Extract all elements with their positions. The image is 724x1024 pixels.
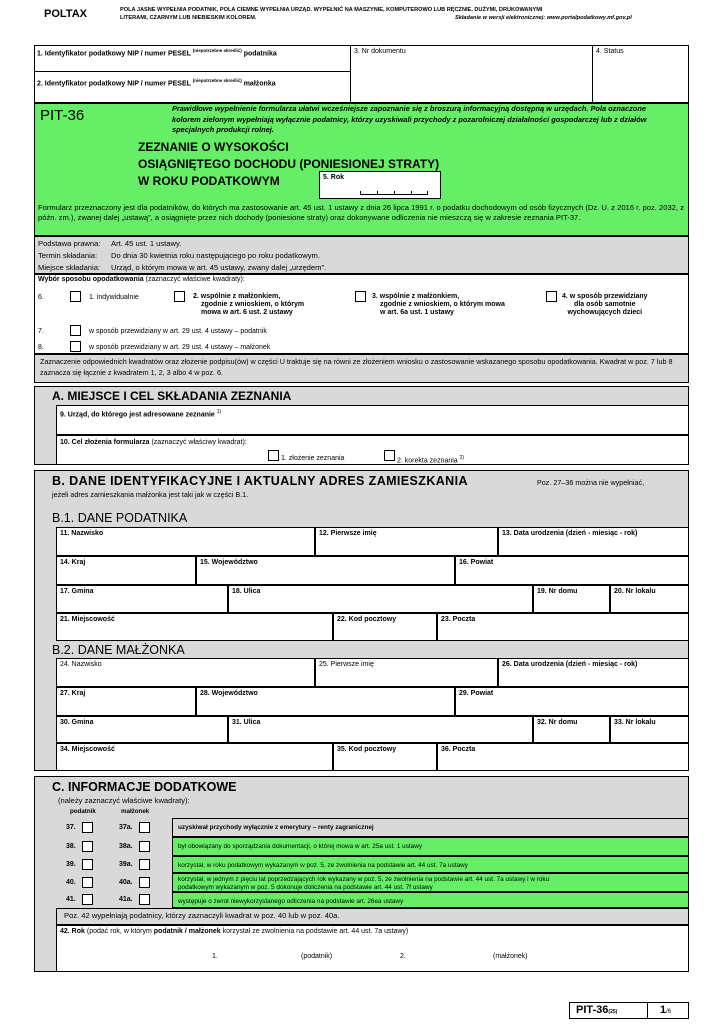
filing-correction-label: 2. korekta zeznania: [397, 457, 458, 465]
col-spouse: małżonek: [121, 808, 150, 815]
footer-form: PIT-36(25): [576, 1004, 618, 1016]
info-row-text: [172, 873, 689, 892]
status-label: 4. Status: [596, 48, 624, 55]
poltax-logo: POLTAX: [44, 8, 87, 20]
deadline-label: Termin składania:: [38, 251, 98, 260]
year-exemption-2-label: (małżonek): [493, 953, 528, 960]
section-b-note: Poz. 27–36 można nie wypełniać,: [537, 478, 645, 487]
taxpayer-id-field[interactable]: [34, 45, 351, 72]
form-title-3: W ROKU PODATKOWYM: [138, 174, 280, 188]
b1-title: B.1. DANE PODATNIKA: [52, 511, 188, 525]
header-instruction-2: LITERAMI, CZARNYM LUB NIEBIESKIM KOLOREM.: [120, 15, 257, 21]
taxation-opt2-label: 2. wspólnie z małżonkiem, zgodnie z wnioskiem, o którym mowa w art. 6 ust. 2 ustawy: [193, 293, 305, 316]
info-row: [56, 873, 689, 892]
taxpayer-item-number: 39.: [66, 860, 76, 868]
spouse-postal-code-field[interactable]: 35. Kod pocztowy: [333, 743, 437, 771]
taxpayer-checkbox[interactable]: [82, 822, 93, 833]
spouse-first-name-field[interactable]: 25. Pierwsze imię: [315, 658, 498, 687]
document-number-field: [350, 45, 593, 103]
section-c-title: C. INFORMACJE DODATKOWE: [52, 780, 237, 794]
spouse-checkbox[interactable]: [139, 841, 150, 852]
info-row-text: [172, 837, 689, 856]
footer-divider: [647, 1002, 648, 1019]
filing-purpose-note: (zaznaczyć właściwy kwadrat):: [151, 439, 247, 446]
spouse-id-sup: (niepotrzebne skreślić): [192, 78, 242, 83]
taxation-p7-checkbox[interactable]: [70, 325, 81, 336]
col-taxpayer: podatnik: [70, 808, 96, 815]
year-exemption-label: 42. Rok (podać rok, w którym podatnik / małżonek korzystał ze zwolnienia na podstawie art. 44 ust. 7a ustawy): [60, 928, 409, 935]
taxpayer-item-number: 37.: [66, 823, 76, 831]
form-title-1: ZEZNANIE O WYSOKOŚCI: [138, 140, 289, 154]
document-number-label: 3. Nr dokumentu: [354, 48, 406, 55]
taxation-opt2-checkbox[interactable]: [174, 291, 185, 302]
taxation-p8-label: w sposób przewidziany w art. 29 ust. 4 ustawy – małżonek: [89, 344, 271, 351]
spouse-id-suffix: małżonka: [243, 80, 276, 88]
country-field[interactable]: 14. Kraj: [56, 556, 196, 585]
filing-correction-sup: 2): [459, 455, 465, 461]
spouse-post-office-field[interactable]: 36. Poczta: [437, 743, 689, 771]
spouse-city-field[interactable]: 34. Miejscowość: [56, 743, 333, 771]
taxation-p6: 6.: [38, 294, 44, 301]
taxation-heading: Wybór sposobu opodatkowania (zaznaczyć właściwe kwadraty):: [38, 276, 245, 283]
taxpayer-checkbox[interactable]: [82, 894, 93, 905]
taxation-p8: 8.: [38, 344, 44, 351]
taxation-opt3-label: 3. wspólnie z małżonkiem, zgodnie z wnioskiem, o którym mowa w art. 6a ust. 1 ustawy: [372, 293, 505, 316]
info-row: [56, 892, 689, 908]
tax-office-field[interactable]: [56, 405, 689, 435]
deadline-value: Do dnia 30 kwietnia roku następującego po roku podatkowym.: [111, 251, 320, 260]
info-row: [56, 856, 689, 873]
year-exemption-1-label: (podatnik): [301, 953, 333, 960]
spouse-item-number: 41a.: [119, 896, 133, 903]
spouse-surname-field[interactable]: 24. Nazwisko: [56, 658, 315, 687]
city-field[interactable]: 21. Miejscowość: [56, 613, 333, 641]
taxpayer-id-sup: (niepotrzebne skreślić): [192, 48, 242, 53]
first-name-field[interactable]: 12. Pierwsze imię: [315, 527, 498, 556]
house-number-field[interactable]: 19. Nr domu: [533, 585, 610, 613]
place-label: Miejsce składania:: [38, 263, 101, 272]
tax-office-sup: 1): [216, 409, 222, 415]
filing-purpose-field: [56, 435, 689, 465]
p42-note: Poz. 42 wypełniają podatnicy, którzy zaznaczyli kwadrat w poz. 40 lub w poz. 40a.: [64, 911, 340, 920]
year-exemption-2: 2.: [400, 953, 406, 960]
birth-date-field[interactable]: 13. Data urodzenia (dzień - miesiąc - rok): [498, 527, 689, 556]
taxation-opt4-label: 4. w sposób przewidziany dla osób samotnie wychowujących dzieci: [562, 293, 648, 316]
county-field[interactable]: 16. Powiat: [455, 556, 689, 585]
info-row-text-line1: korzystał, w roku podatkowym wykazanym w poz. 5, ze zwolnienia na podstawie art. 44 ust. 7a ustawy: [178, 862, 468, 869]
taxation-opt4-checkbox[interactable]: [546, 291, 557, 302]
post-office-field[interactable]: 23. Poczta: [437, 613, 689, 641]
info-row-text-line1: korzystał, w jednym z pięciu lat poprzedzających rok wykazany w poz. 5, ze zwolnienia na podstawie art. 44 ust. 7a ustawy i w roku: [178, 876, 550, 883]
spouse-commune-field[interactable]: 30. Gmina: [56, 716, 228, 743]
spouse-item-number: 38a.: [119, 842, 133, 850]
taxpayer-checkbox[interactable]: [82, 859, 93, 870]
info-row: [56, 818, 689, 837]
voivodeship-field[interactable]: 15. Województwo: [196, 556, 455, 585]
year-exemption-field[interactable]: [56, 925, 689, 972]
taxpayer-item-number: 38.: [66, 842, 76, 850]
taxpayer-id-suffix: podatnika: [243, 50, 277, 58]
spouse-apartment-number-field[interactable]: 33. Nr lokalu: [610, 716, 689, 743]
spouse-checkbox[interactable]: [139, 877, 150, 888]
taxpayer-item-number: 40.: [66, 878, 76, 886]
form-note: Prawidłowe wypełnienie formularza ułatwi wcześniejsze zapoznanie się z broszurą informacyjną dostępną w urzędach. Pola oznaczone kolorem zielonym wypełniają wyłącznie podatnicy, którzy uzyskiwali przychody z pozarolniczej działalności gospodarczej lub z działów specjalnych produkcji rolnej.: [172, 104, 647, 134]
taxation-p7: 7.: [38, 328, 44, 335]
spouse-house-number-field[interactable]: 32. Nr domu: [533, 716, 610, 743]
taxation-opt1-label: 1. indywidualnie: [89, 294, 139, 301]
spouse-birth-date-field[interactable]: 26. Data urodzenia (dzień - miesiąc - rok): [498, 658, 689, 687]
info-row-text-line1: uzyskiwał przychody wyłącznie z emerytury – renty zagranicznej: [178, 824, 374, 831]
b2-title: B.2. DANE MAŁŻONKA: [52, 643, 185, 657]
filing-purpose-label: 10. Cel złożenia formularza: [60, 439, 150, 446]
section-b-title: B. DANE IDENTYFIKACYJNE I AKTUALNY ADRES ZAMIESZKANIA: [52, 474, 468, 488]
header-website: Składanie w wersji elektronicznej: www.portalpodatkowy.mf.gov.pl: [455, 15, 632, 21]
apartment-number-field[interactable]: 20. Nr lokalu: [610, 585, 689, 613]
taxpayer-id-label: 1. Identyfikator podatkowy NIP / numer PESEL: [37, 50, 191, 58]
filing-submission-checkbox[interactable]: [268, 450, 279, 461]
commune-field[interactable]: 17. Gmina: [56, 585, 228, 613]
taxation-opt1-checkbox[interactable]: [70, 291, 81, 302]
section-c-subtitle: (należy zaznaczyć właściwe kwadraty):: [58, 796, 190, 805]
info-row: [56, 837, 689, 856]
spouse-checkbox[interactable]: [139, 894, 150, 905]
tax-office-label: 9. Urząd, do którego jest adresowane zeznanie: [60, 411, 215, 419]
spouse-checkbox[interactable]: [139, 859, 150, 870]
street-field[interactable]: 18. Ulica: [228, 585, 533, 613]
filing-submission-label: 1. złożenie zeznania: [281, 455, 345, 462]
header-instruction-1: POLA JASNE WYPEŁNIA PODATNIK, POLA CIEMNE WYPEŁNIA URZĄD. WYPEŁNIĆ NA MASZYNIE, KOMPUTEROWO LUB RĘCZNIE, DUŻYMI, DRUKOWANYMI: [120, 7, 543, 13]
taxation-p8-checkbox[interactable]: [70, 341, 81, 352]
info-row-text: [172, 818, 689, 837]
spouse-country-field[interactable]: 27. Kraj: [56, 687, 196, 716]
legal-basis-value: Art. 45 ust. 1 ustawy.: [111, 239, 182, 248]
spouse-item-number: 37a.: [119, 823, 133, 831]
legal-basis-label: Podstawa prawna:: [38, 239, 101, 248]
taxpayer-item-number: 41.: [66, 896, 76, 903]
form-code: PIT-36: [40, 107, 85, 124]
info-row-text-line1: występuje o zwrot niewykorzystanego odliczenia na podstawie art. 26ea ustawy: [178, 898, 404, 905]
taxpayer-checkbox[interactable]: [82, 841, 93, 852]
year-field[interactable]: [319, 171, 441, 199]
taxation-note: Zaznaczenie odpowiednich kwadratów oraz złożenie podpisu(ów) w części U traktuje się na równi ze złożeniem wniosku o zastosowanie wskazanego sposobu opodatkowania. Kwadrat w poz. 7 lub 8 zaznacza się łącznie z kwadratem 1, 2, 3 albo 4 w poz. 6.: [40, 357, 673, 377]
filing-correction-checkbox[interactable]: [384, 450, 395, 461]
info-row-text-line2: podatkowym wykazanym w poz. 5 dokonuje doliczenia na podstawie art. 44 ust. 7f ustawy: [178, 884, 433, 891]
year-ticks: [360, 191, 428, 195]
spouse-county-field[interactable]: 29. Powiat: [455, 687, 689, 716]
spouse-checkbox[interactable]: [139, 822, 150, 833]
taxation-p7-label: w sposób przewidziany w art. 29 ust. 4 ustawy – podatnik: [89, 328, 267, 335]
status-field: [592, 45, 689, 103]
spouse-id-field[interactable]: [34, 71, 351, 103]
spouse-id-label: 2. Identyfikator podatkowy NIP / numer PESEL: [37, 80, 191, 88]
postal-code-field[interactable]: 22. Kod pocztowy: [333, 613, 437, 641]
info-row-text: [172, 856, 689, 873]
spouse-street-field[interactable]: 31. Ulica: [228, 716, 533, 743]
footer-page: 1/6: [660, 1004, 672, 1016]
form-description: Formularz przeznaczony jest dla podatników, do których ma zastosowanie art. 45 ust. 1 ustawy z dnia 26 lipca 1991 r. o podatku dochodowym od osób fizycznych (Dz. U. z 2016 r. poz. 2032, z późn. zm.), zwanej dalej „ustawą”, a osiągnięte przez nich dochody (poniesione straty) oraz dokonywane odliczenia nie mieszczą się w zakresie zeznania PIT-37.: [38, 203, 684, 222]
spouse-voivodeship-field[interactable]: 28. Województwo: [196, 687, 455, 716]
year-label: 5. Rok: [323, 174, 345, 181]
spouse-item-number: 40a.: [119, 878, 133, 886]
spouse-item-number: 39a.: [119, 860, 133, 868]
section-a-title: A. MIEJSCE I CEL SKŁADANIA ZEZNANIA: [52, 389, 292, 403]
form-title-2: OSIĄGNIĘTEGO DOCHODU (PONIESIONEJ STRATY): [138, 157, 440, 171]
info-row-text: [172, 892, 689, 908]
taxpayer-checkbox[interactable]: [82, 877, 93, 888]
section-b-note2: jeżeli adres zamieszkania małżonka jest taki jak w części B.1.: [52, 490, 249, 499]
place-value: Urząd, o którym mowa w art. 45 ustawy, zwany dalej „urzędem”.: [111, 263, 327, 272]
info-row-text-line1: był obowiązany do sporządzania dokumentacji, o której mowa w art. 25a ust. 1 ustawy: [178, 843, 423, 850]
year-exemption-1: 1.: [212, 953, 218, 960]
surname-field[interactable]: 11. Nazwisko: [56, 527, 315, 556]
taxation-opt3-checkbox[interactable]: [355, 291, 366, 302]
